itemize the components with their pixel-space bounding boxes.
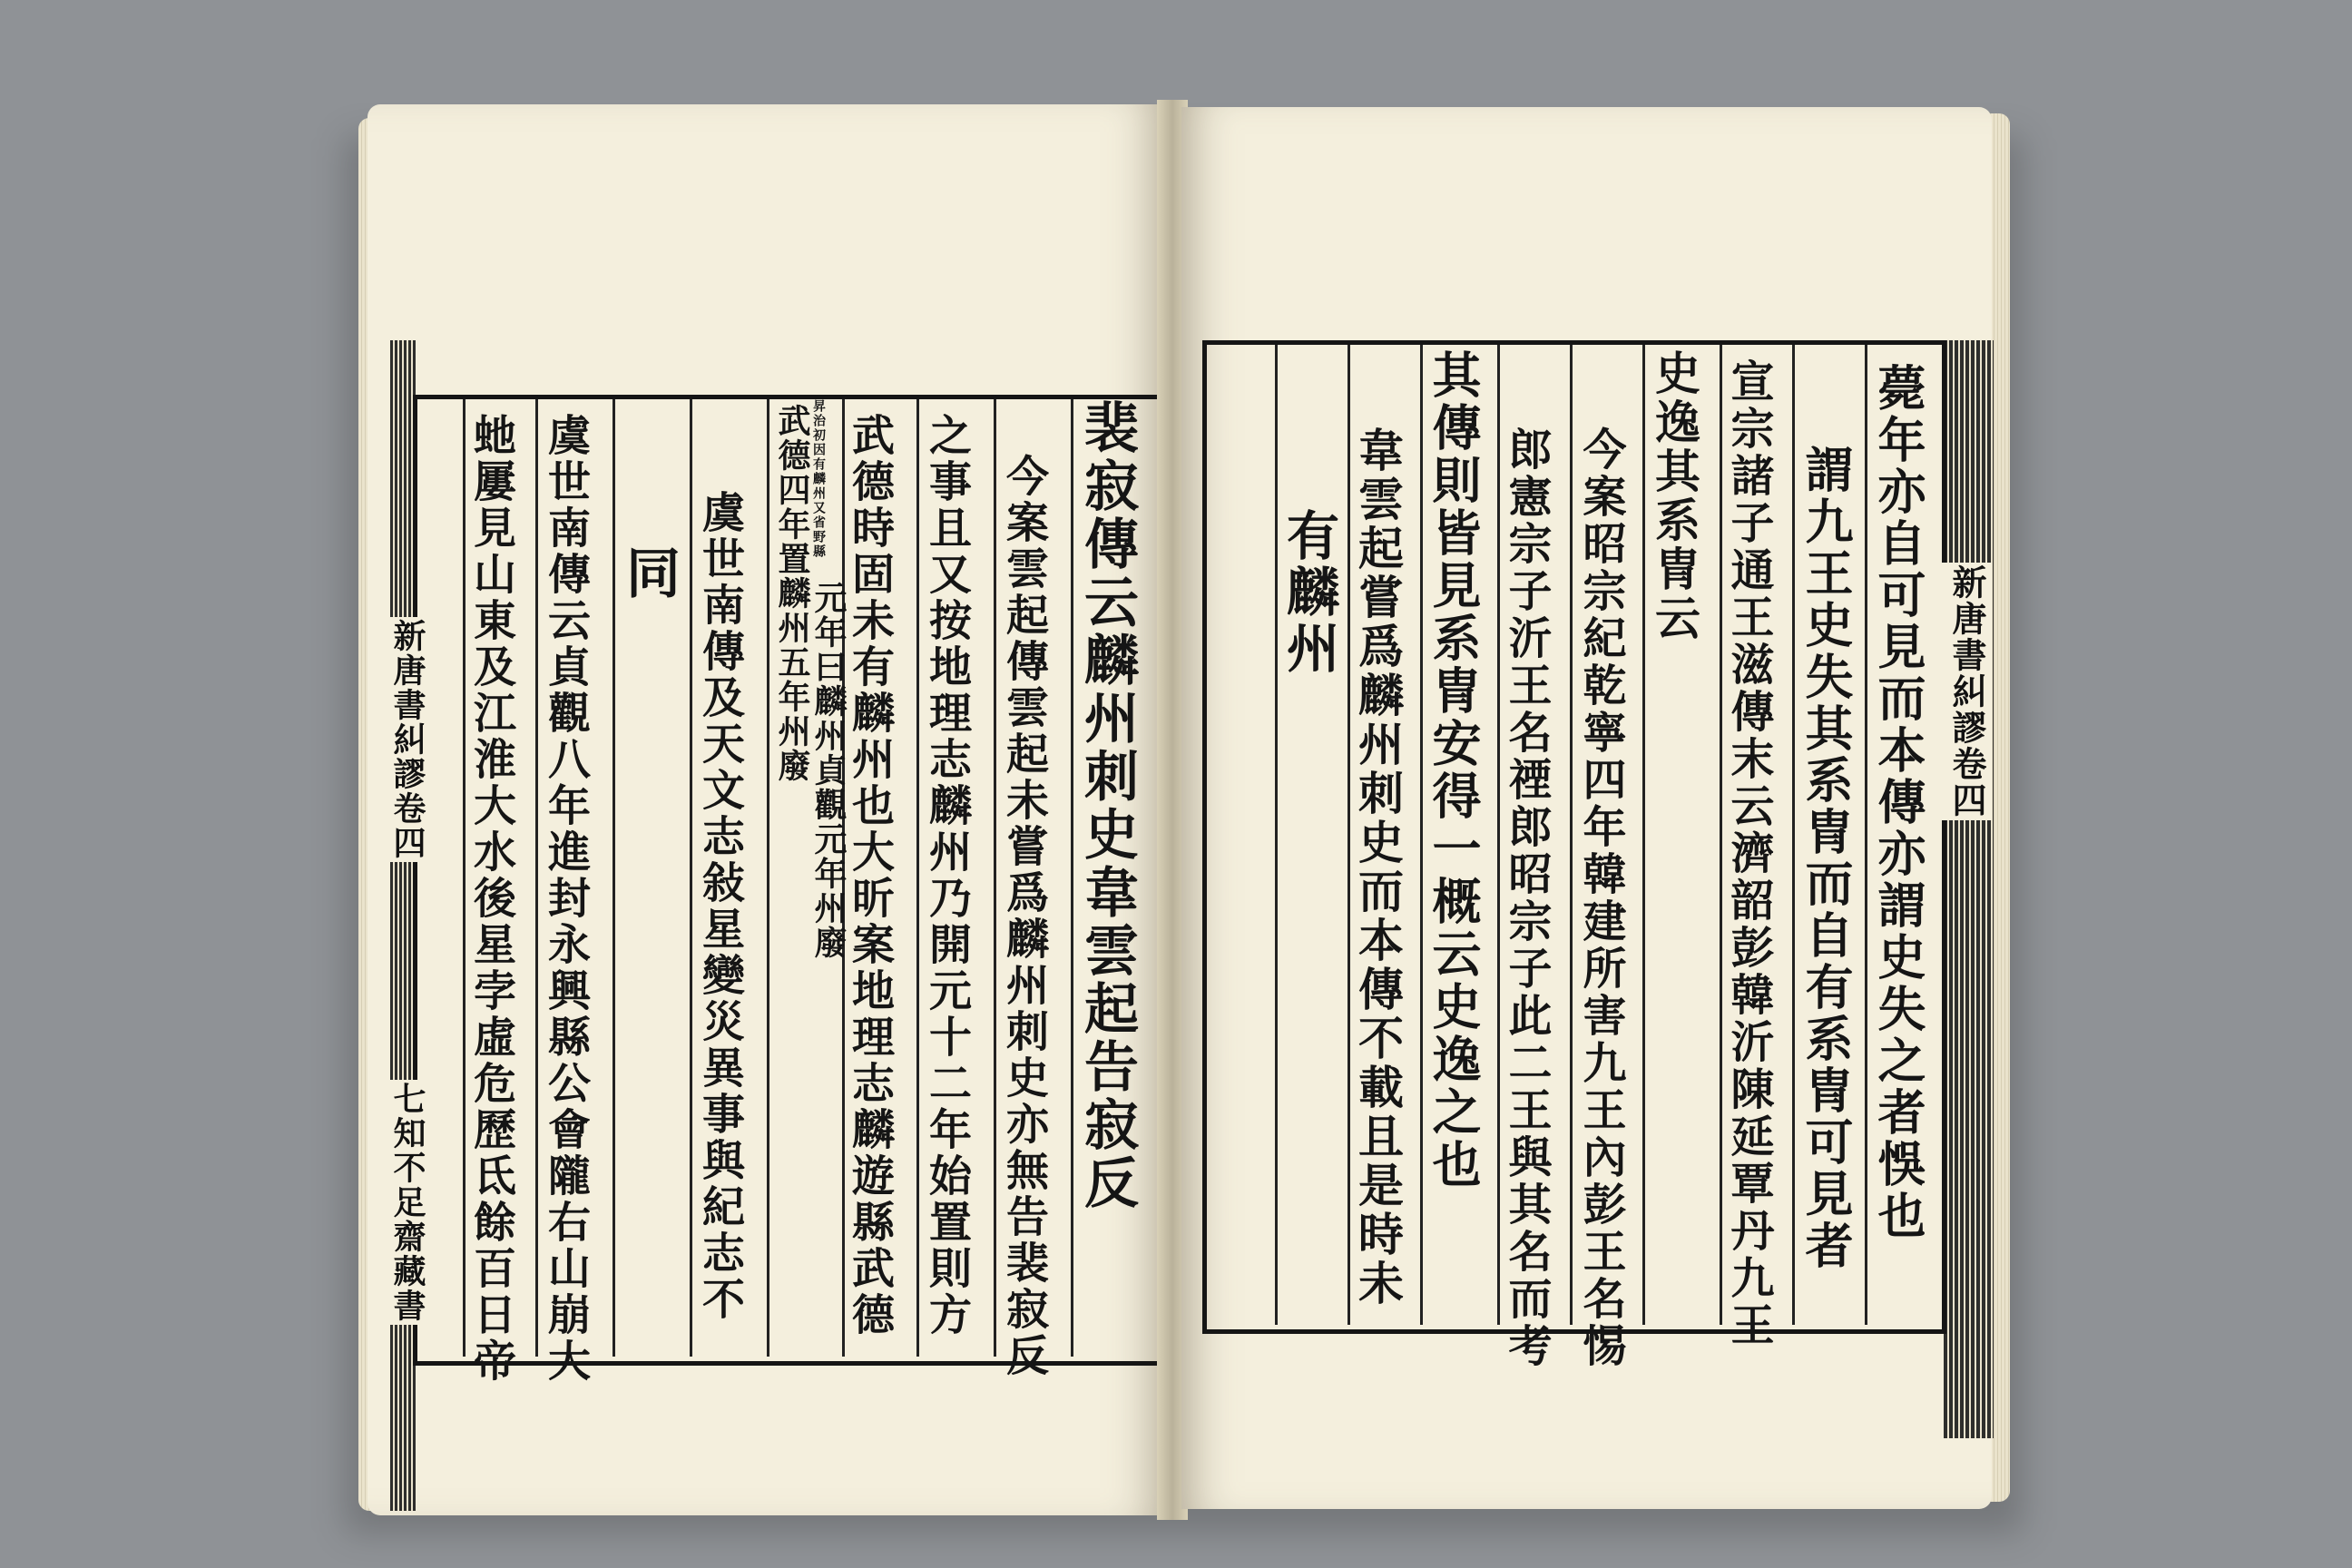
column-rule: [535, 399, 538, 1357]
column-rule: [1420, 345, 1423, 1325]
right-text-column: 其傳則皆見系冑安得一概云史逸之也: [1425, 349, 1483, 1191]
column-rule: [463, 399, 466, 1357]
right-text-column: 郎憲宗子沂王名禋郎昭宗子此二王與其名而考: [1501, 426, 1552, 1370]
left-text-column: 同: [617, 544, 681, 603]
column-rule: [1497, 345, 1500, 1325]
left-margin-book-title: 新唐書糾謬卷四: [385, 617, 431, 862]
left-text-column: 今案雲起傳雲起未嘗爲麟州刺史亦無告裴寂反: [999, 454, 1049, 1379]
column-rule: [916, 399, 919, 1357]
right-edge-ink-band: [1944, 340, 1994, 1438]
column-rule: [1865, 345, 1867, 1325]
right-text-column: 薨年亦自可見而本傳亦謂史失之者悞也: [1870, 363, 1926, 1242]
left-text-column: 虵屢見山東及江淮大水後星孛虛危歷氐餘百日帝: [466, 413, 516, 1385]
left-publisher-mark: 七知不足齋藏書: [385, 1080, 431, 1325]
left-text-column: 武德時固未有麟州也大昕案地理志麟遊縣武德: [845, 413, 895, 1338]
column-rule: [767, 399, 769, 1357]
left-text-column: 裴寂傳云麟州刺史韋雲起告寂反: [1075, 399, 1139, 1212]
column-rule: [1275, 345, 1278, 1325]
left-text-column: 虞世南傳云貞觀八年進封永興縣公會隴右山崩大: [541, 413, 591, 1385]
left-annotation-column: 武德四年置麟州五年州廢: [773, 404, 811, 783]
right-text-column: 韋雲起嘗爲麟州刺史而本傳不載且是時未: [1351, 426, 1405, 1308]
left-edge-ink-band: [390, 340, 416, 1511]
left-annotation-column: 昇治初因有麟州又省野縣: [811, 399, 826, 559]
column-rule: [690, 399, 692, 1357]
column-rule: [1642, 345, 1645, 1325]
left-annotation-column: 元年曰麟州貞觀元年州廢: [809, 581, 848, 960]
right-text-column: 有麟州: [1278, 508, 1339, 677]
right-text-column: 史逸其系冑云: [1648, 349, 1701, 643]
column-rule: [612, 399, 615, 1357]
left-text-column: 之事且又按地理志麟州乃開元十二年始置則方: [922, 413, 972, 1338]
column-rule: [1348, 345, 1350, 1325]
right-margin-book-title: 新唐書糾謬卷四: [1942, 563, 1992, 820]
column-rule: [994, 399, 996, 1357]
right-text-column: 宣宗諸子通王滋傳末云濟韶彭韓沂陳延覃丹九王: [1723, 358, 1774, 1349]
left-text-column: 虞世南傳及天文志敍星變災異事與紀志不: [695, 490, 745, 1323]
column-rule: [1720, 345, 1722, 1325]
column-rule: [1071, 399, 1073, 1357]
right-text-column: 今案昭宗紀乾寧四年韓建所害九王內彭王名惕: [1575, 426, 1626, 1370]
right-text-column: 謂九王史失其系冑而自有系冑可見者: [1798, 445, 1854, 1272]
column-rule: [1570, 345, 1573, 1325]
column-rule: [1792, 345, 1795, 1325]
